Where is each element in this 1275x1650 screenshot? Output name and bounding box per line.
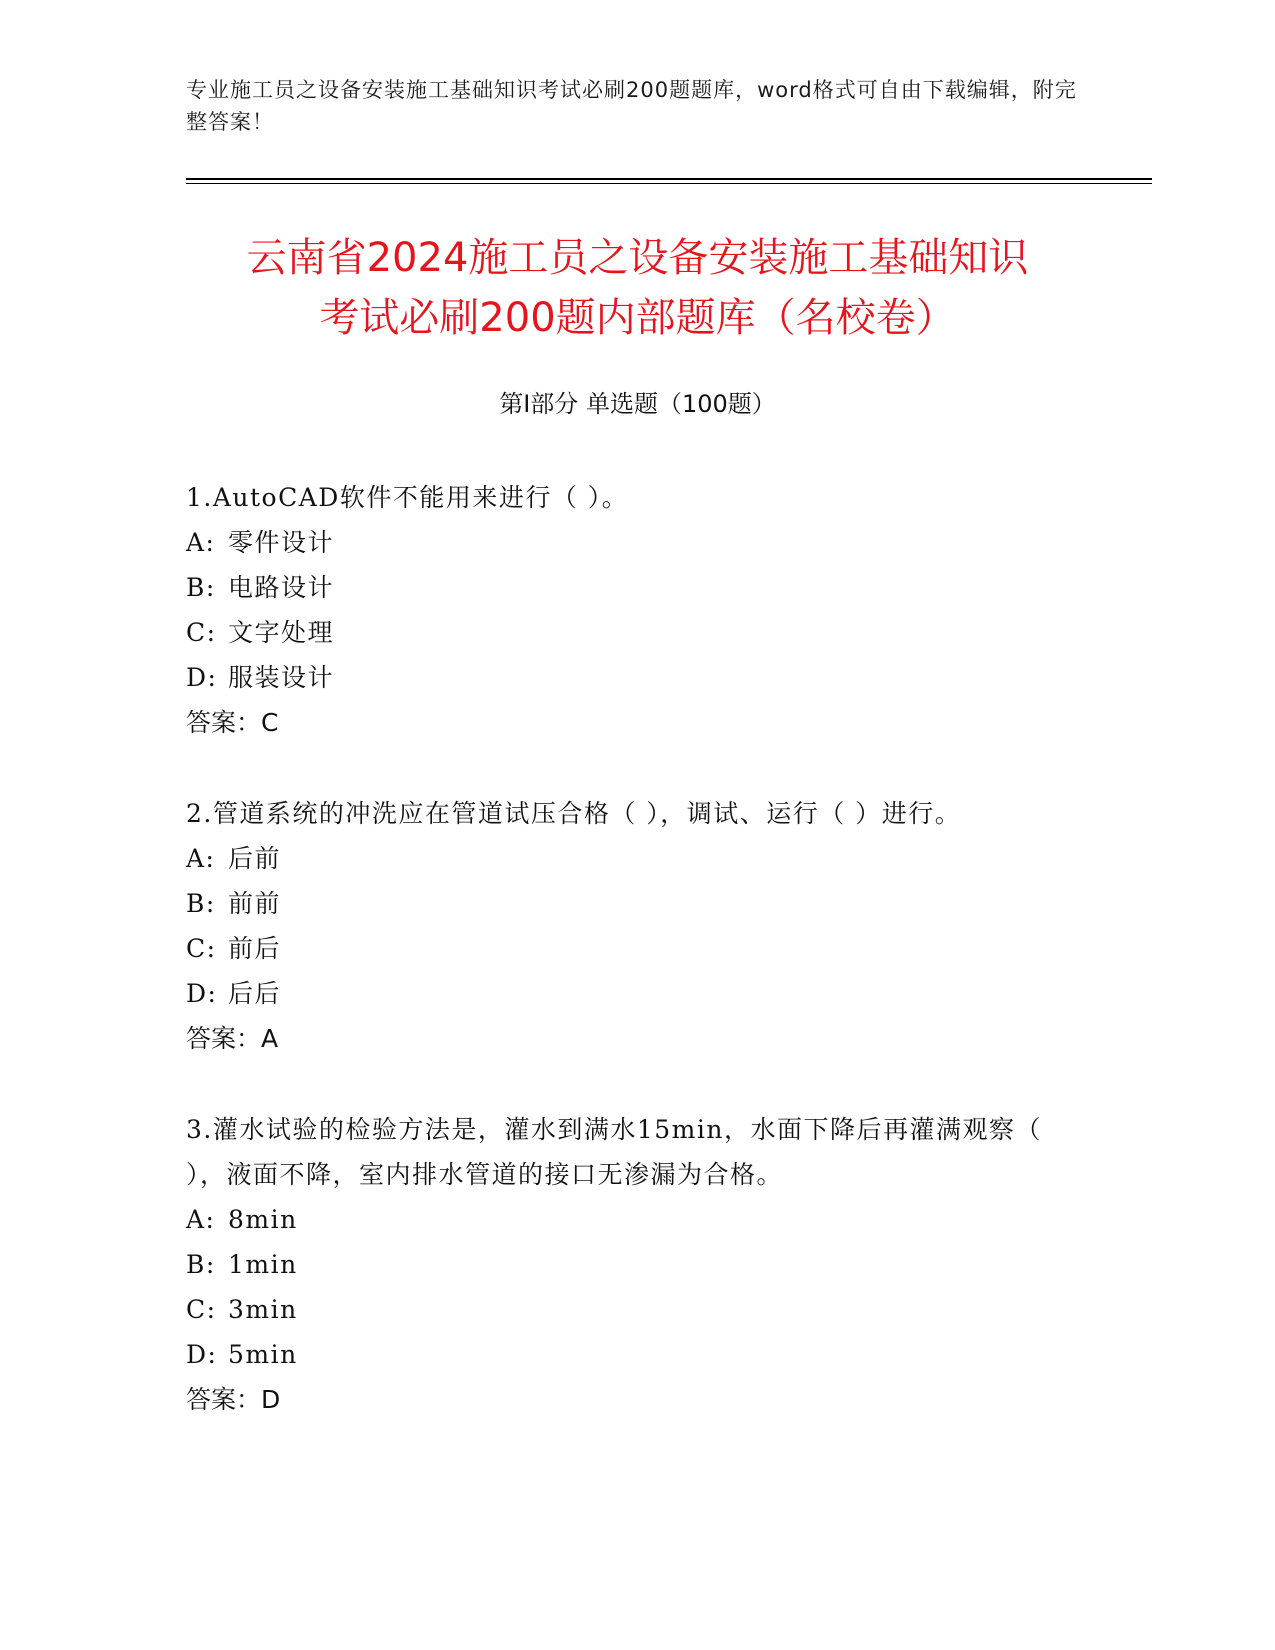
option-key: B: [186, 1250, 216, 1279]
option-a [186, 836, 1086, 881]
option-key: D: [186, 1340, 218, 1369]
option-text: 8min [228, 1205, 298, 1234]
header-divider-thin [186, 183, 1152, 184]
option-text: 文字处理 [228, 618, 335, 647]
option-b [186, 881, 1086, 926]
option-key: A: [186, 1205, 216, 1234]
option-text: 后前 [228, 844, 282, 873]
option-text: 后后 [228, 979, 282, 1008]
option-c [186, 926, 1086, 971]
option-text: 1min [228, 1250, 298, 1279]
question-item [186, 1107, 1086, 1422]
answer-line: 答案：C [186, 708, 279, 737]
option-d [186, 655, 1086, 700]
option-text: 零件设计 [228, 528, 335, 557]
option-text: 3min [228, 1295, 298, 1324]
option-text: 前前 [228, 889, 282, 918]
header-note: 专业施工员之设备安装施工基础知识考试必刷200题题库，word格式可自由下载编辑，附完整答案！ [186, 78, 1077, 134]
option-key: D: [186, 979, 218, 1008]
option-c [186, 610, 1086, 655]
document-title [150, 228, 1125, 348]
option-key: C: [186, 618, 217, 647]
header-divider-thick [186, 178, 1152, 180]
section-heading: 第Ⅰ部分 单选题（100题） [499, 390, 776, 418]
option-b [186, 565, 1086, 610]
question-stem: 3.灌水试验的检验方法是，灌水到满水15min，水面下降后再灌满观察（ ），液面不降，室内排水管道的接口无渗漏为合格。 [186, 1115, 1042, 1189]
option-text: 电路设计 [228, 573, 335, 602]
title-line-1: 云南省2024施工员之设备安装施工基础知识 [246, 235, 1029, 281]
answer-line: 答案：A [186, 1024, 279, 1053]
option-text: 5min [228, 1340, 298, 1369]
option-key: C: [186, 934, 217, 963]
option-b [186, 1242, 1086, 1287]
question-stem: 2.管道系统的冲洗应在管道试压合格（ ），调试、运行（ ）进行。 [186, 799, 962, 828]
option-a [186, 520, 1086, 565]
option-key: C: [186, 1295, 217, 1324]
answer-line: 答案：D [186, 1385, 281, 1414]
option-key: A: [186, 844, 216, 873]
option-text: 前后 [228, 934, 282, 963]
question-stem: 1.AutoCAD软件不能用来进行（ ）。 [186, 483, 629, 512]
option-text: 服装设计 [228, 663, 335, 692]
option-key: B: [186, 889, 216, 918]
option-c [186, 1287, 1086, 1332]
option-key: D: [186, 663, 218, 692]
option-key: B: [186, 573, 216, 602]
option-d [186, 1332, 1086, 1377]
option-d [186, 971, 1086, 1016]
option-key: A: [186, 528, 216, 557]
question-item [186, 475, 1086, 745]
title-line-2: 考试必刷200题内部题库（名校卷） [319, 295, 956, 341]
option-a [186, 1197, 1086, 1242]
question-item [186, 791, 1086, 1061]
question-list [186, 475, 1086, 1468]
